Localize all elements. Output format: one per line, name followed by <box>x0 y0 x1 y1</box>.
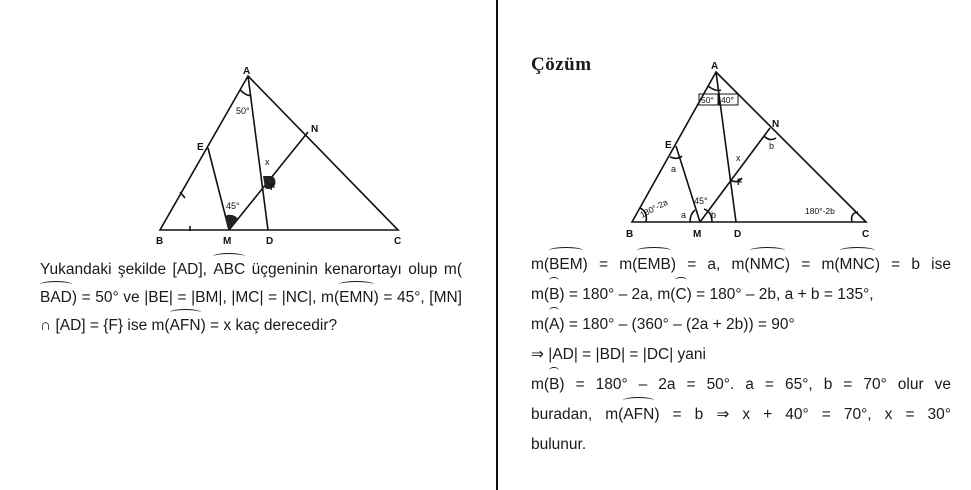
solution-segment-mn <box>700 128 770 222</box>
text-run: m( <box>531 286 550 303</box>
sol-label-b: B <box>626 229 634 240</box>
solution-arc-e <box>670 156 682 158</box>
sol-label-e: E <box>665 140 672 151</box>
text-run: ) = b ise <box>874 256 951 273</box>
text-run: m( <box>531 316 550 333</box>
text-run: ⇒ |AD| = |BD| = |DC| yani <box>531 346 706 363</box>
text-run: ) = 50° ve |BE| = |BM|, |MC| = |NC|, <box>71 289 322 306</box>
text-run: m( <box>531 256 550 273</box>
sol-label-c: C <box>862 229 870 240</box>
sol-label-45: 45° <box>694 196 708 206</box>
angle-notation: BEM <box>549 250 583 280</box>
sol-label-angle-b: 180°-2a <box>638 196 670 220</box>
sol-label-f: F <box>737 177 743 187</box>
label-angle-50: 50° <box>236 106 250 116</box>
solution-line <box>531 370 951 400</box>
text-run: m( <box>531 376 550 393</box>
sol-label-b-at-m: b <box>711 210 717 220</box>
angle-notation: AFN <box>170 312 201 340</box>
sol-label-50: 50° <box>701 95 714 105</box>
angle-notation: B <box>549 370 559 400</box>
text-run: üçgeninin kenarortayı olup <box>245 261 444 278</box>
text-run: ) = x kaç <box>200 317 264 334</box>
label-f: F <box>270 182 276 192</box>
angle-notation: C <box>675 280 686 310</box>
solution-line <box>531 280 951 310</box>
solution-title: Çözüm <box>531 54 592 75</box>
solution-line <box>531 250 951 280</box>
solution-arc-m1 <box>690 210 695 222</box>
label-e: E <box>197 142 204 153</box>
text-run: ) = m( <box>784 256 840 273</box>
sol-label-a: A <box>711 61 719 72</box>
label-b: B <box>156 236 164 247</box>
text-run: m( <box>443 261 462 278</box>
solution-line <box>531 400 951 430</box>
median-ad <box>248 76 268 230</box>
solution-triangle-diagram <box>620 56 882 246</box>
text-run: ) = 180° – 2a = 50°. a = 65°, b = 70° olur ve <box>559 376 951 393</box>
problem-statement <box>40 256 462 340</box>
label-a: A <box>243 66 251 77</box>
label-m: M <box>223 236 232 247</box>
angle-notation: ABC <box>213 256 245 284</box>
triangle-diagram <box>150 64 420 254</box>
text-run: ) = m( <box>582 256 638 273</box>
sol-label-angle-c: 180°-2b <box>805 206 835 216</box>
sol-label-x: x <box>736 153 741 163</box>
problem-figure <box>150 64 420 254</box>
text-run: derecedir? <box>263 317 338 334</box>
angle-notation: BAD <box>40 284 72 312</box>
angle-notation: NMC <box>750 250 785 280</box>
label-c: C <box>394 236 402 247</box>
sol-label-n: N <box>772 119 780 130</box>
label-d: D <box>266 236 274 247</box>
angle-notation: EMN <box>339 284 373 312</box>
page-divider <box>496 0 498 490</box>
solution-line <box>531 430 951 460</box>
text-run: ) = 180° – 2b, a + b = 135°, <box>686 286 874 303</box>
text-run: bulunur. <box>531 436 587 453</box>
angle-notation: AFN <box>623 400 654 430</box>
text-run: Yukandaki şekilde [AD], <box>40 261 214 278</box>
sol-label-a-at-m: a <box>681 210 687 220</box>
text-run: ) = b ⇒ x + 40° = 70°, x = 30° <box>654 406 951 423</box>
solution-arc-a <box>708 86 721 91</box>
text-run: ) = 45°, [MN] ∩ [AD] = {F} ise m( <box>40 289 462 334</box>
angle-notation: MNC <box>840 250 875 280</box>
sol-label-m: M <box>693 229 702 240</box>
sol-label-a-at-e: a <box>671 164 677 174</box>
solution-line <box>531 310 951 340</box>
triangle-abc <box>160 76 398 230</box>
sol-label-d: D <box>734 229 742 240</box>
text-run: buradan, m( <box>531 406 624 423</box>
solution-figure <box>620 56 882 246</box>
solution-text <box>531 250 951 460</box>
text-run: ) = 180° – 2a, m( <box>559 286 676 303</box>
text-run: m( <box>321 289 340 306</box>
label-n: N <box>311 124 319 135</box>
angle-notation: A <box>549 310 559 340</box>
sol-label-40: 40° <box>721 95 734 105</box>
solution-arc-n <box>764 136 776 140</box>
angle-notation: B <box>549 280 559 310</box>
label-x: x <box>265 157 270 167</box>
sol-label-b-top: b <box>769 141 775 151</box>
label-angle-45: 45° <box>226 201 240 211</box>
solution-line <box>531 340 951 370</box>
text-run: ) = a, m( <box>670 256 750 273</box>
angle-notation: EMB <box>637 250 671 280</box>
text-run: ) = 180° – (360° – (2a + 2b)) = 90° <box>559 316 795 333</box>
